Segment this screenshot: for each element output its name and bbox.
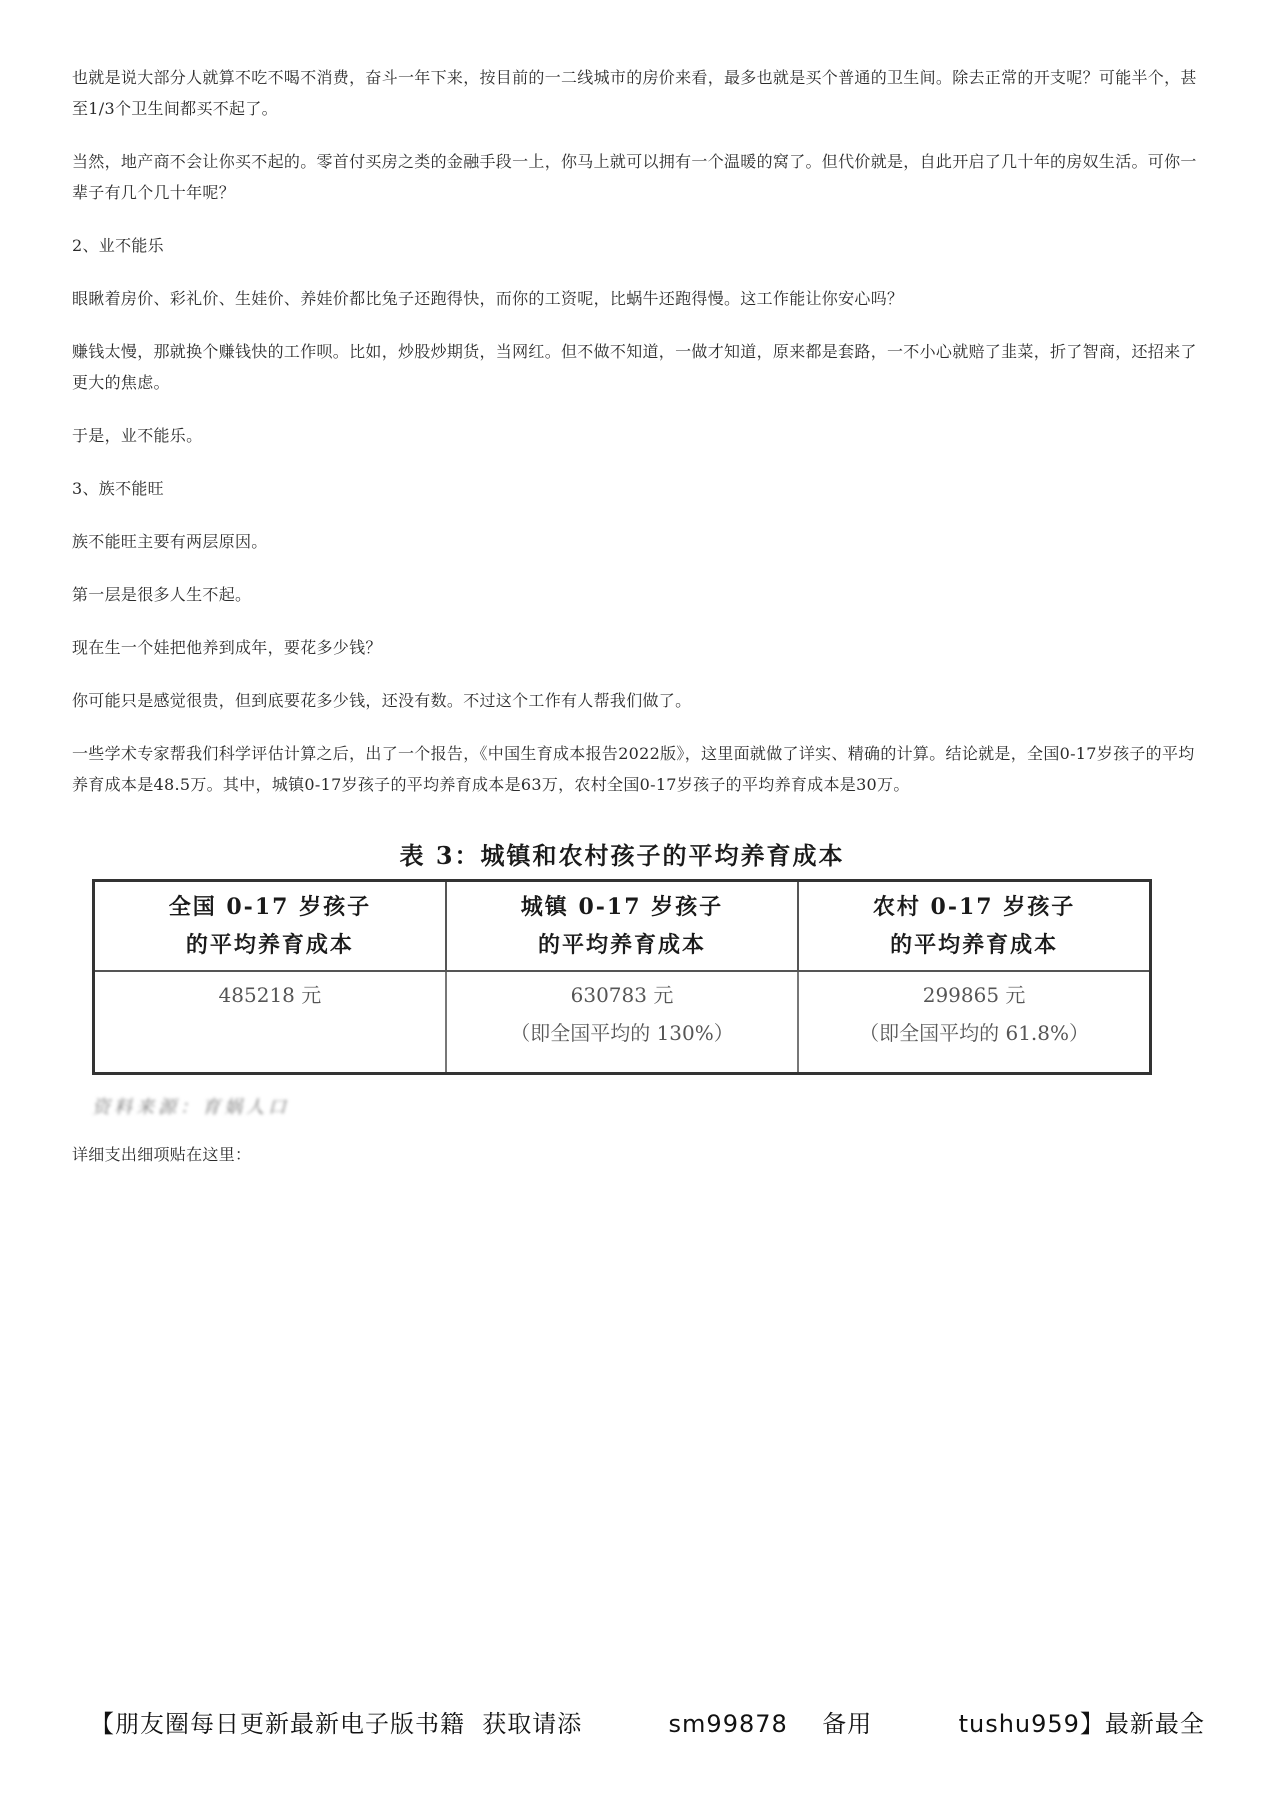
section-heading: 2、业不能乐 (72, 236, 164, 255)
cell-national (94, 971, 446, 1074)
header-urban (446, 881, 798, 972)
header-line: 的平均养育成本 (537, 932, 706, 958)
header-line: 全国 0-17 岁孩子 (168, 894, 372, 920)
cell-value: 485218 元 (218, 983, 322, 1007)
cost-table-figure (92, 836, 1152, 1119)
table-row (94, 971, 1151, 1074)
footer-banner: 【朋友圈每日更新最新电子版书籍 获取请添 sm99878 备用 tushu959】最新最全 (90, 1710, 1205, 1738)
paragraph: 族不能旺主要有两层原因。 (72, 532, 268, 551)
paragraph: 你可能只是感觉很贵，但到底要花多少钱，还没有数。不过这个工作有人帮我们做了。 (72, 691, 692, 710)
header-national (94, 881, 446, 972)
paragraph: 眼瞅着房价、彩礼价、生娃价、养娃价都比兔子还跑得快，而你的工资呢，比蜗牛还跑得慢。这工作能让你安心吗？ (72, 289, 904, 308)
paragraph: 一些学术专家帮我们科学评估计算之后，出了一个报告，《中国生育成本报告2022版》，这里面就做了详实、精确的计算。结论就是，全国0-17岁孩子的平均养育成本是48.5万。其中，城镇0-17岁孩子的平均养育成本是63万，农村全国0-17岁孩子的平均养育成本是30万。 (72, 744, 1195, 794)
paragraph: 也就是说大部分人就算不吃不喝不消费，奋斗一年下来，按目前的一二线城市的房价来看，最多也就是买个普通的卫生间。除去正常的开支呢？可能半个，甚至1/3个卫生间都买不起了。 (72, 68, 1197, 118)
header-line: 城镇 0-17 岁孩子 (520, 894, 724, 920)
header-line: 的平均养育成本 (890, 932, 1059, 958)
cell-note: （即全国平均的 61.8%） (859, 1021, 1090, 1045)
paragraph: 第一层是很多人生不起。 (72, 585, 252, 604)
document-body (72, 62, 1202, 1192)
paragraph: 于是，业不能乐。 (72, 426, 203, 445)
header-line: 农村 0-17 岁孩子 (872, 894, 1076, 920)
section-heading: 3、族不能旺 (72, 479, 164, 498)
cell-rural (798, 971, 1150, 1074)
paragraph: 详细支出细项贴在这里： (72, 1145, 252, 1164)
table-source: 资料来源：育娲人口 (92, 1097, 290, 1118)
table-caption: 表 3：城镇和农村孩子的平均养育成本 (399, 841, 845, 870)
cell-urban (446, 971, 798, 1074)
paragraph: 赚钱太慢，那就换个赚钱快的工作呗。比如，炒股炒期货，当网红。但不做不知道，一做才知道，原来都是套路，一不小心就赔了韭菜，折了智商，还招来了更大的焦虑。 (72, 342, 1197, 392)
cell-value: 630783 元 (570, 983, 674, 1007)
paragraph: 现在生一个娃把他养到成年，要花多少钱？ (72, 638, 382, 657)
paragraph: 当然，地产商不会让你买不起的。零首付买房之类的金融手段一上，你马上就可以拥有一个温暖的窝了。但代价就是，自此开启了几十年的房奴生活。可你一辈子有几个几十年呢？ (72, 152, 1197, 202)
header-line: 的平均养育成本 (185, 932, 354, 958)
cell-note: （即全国平均的 130%） (510, 1021, 734, 1045)
table-header-row (94, 881, 1151, 972)
cost-table (92, 879, 1152, 1075)
header-rural (798, 881, 1150, 972)
cell-value: 299865 元 (922, 983, 1026, 1007)
